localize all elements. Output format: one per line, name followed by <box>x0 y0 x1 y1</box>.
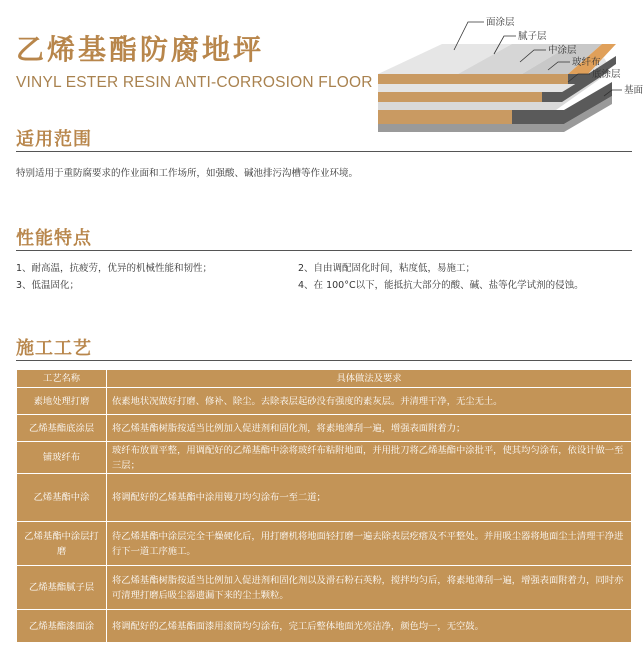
section-divider <box>16 250 632 251</box>
table-row <box>17 522 632 566</box>
page-title: 乙烯基酯防腐地坪 <box>16 33 265 66</box>
process-name: 乙烯基酯中涂 <box>17 474 107 522</box>
table-row <box>17 388 632 415</box>
layer-label-midcoat: 中涂层 <box>548 45 577 56</box>
floor-layers-diagram <box>372 14 644 134</box>
layer-label-substrate: 基面 <box>624 85 644 96</box>
table-row <box>17 415 632 442</box>
process-name: 乙烯基酯底涂层 <box>17 415 107 442</box>
table-row <box>17 610 632 643</box>
feature-item: 3、低温固化； <box>16 280 80 291</box>
process-name: 乙烯基酯漆面涂 <box>17 610 107 643</box>
layer-tan-1 <box>378 110 512 124</box>
feature-item: 2、自由调配固化时间，粘度低，易施工； <box>298 263 476 274</box>
table-row <box>17 442 632 474</box>
feature-item: 4、在 100°C以下，能抵抗大部分的酸、碱、盐等化学试剂的侵蚀。 <box>298 280 584 291</box>
layer-label-primer: 底涂层 <box>592 69 621 80</box>
process-name: 素地处理打磨 <box>17 388 107 415</box>
layer-label-fiberglass: 玻纤布 <box>572 57 601 68</box>
feature-item: 1、耐高温，抗疲劳，优异的机械性能和韧性； <box>16 263 213 274</box>
process-desc: 待乙烯基酯中涂层完全干燥硬化后，用打磨机将地面轻打磨一遍去除表层疙瘩及不平整处。并用吸尘器将地面尘土清理干净进行下一道工序施工。 <box>107 522 632 566</box>
section-divider <box>16 360 632 361</box>
process-desc: 依素地状况做好打磨、修补、除尘。去除表层起砂没有强度的素灰层。并清理干净，无尘无土。 <box>107 388 632 415</box>
table-header-row <box>17 370 632 388</box>
process-desc: 将乙烯基酯树脂按适当比例加入促进剂和固化剂以及滑石粉石英粉，搅拌均匀后，将素地薄刮一遍，增强表面附着力，同时亦可清理打磨后吸尘器遗漏下来的尘土颗粒。 <box>107 566 632 610</box>
section-title-features: 性能特点 <box>16 228 92 249</box>
layer-tan-3 <box>378 74 568 84</box>
section-title-application: 适用范围 <box>16 129 92 150</box>
process-table <box>16 369 632 643</box>
process-desc: 将调配好的乙烯基酯面漆用滚筒均匀涂布，完工后整体地面光亮洁净，颜色均一，无空鼓。 <box>107 610 632 643</box>
column-header-desc: 具体做法及要求 <box>107 370 632 388</box>
process-desc: 将乙烯基酯树脂按适当比例加入促进剂和固化剂，将素地薄刮一遍，增强表面附着力； <box>107 415 632 442</box>
page-subtitle-en: VINYL ESTER RESIN ANTI-CORROSION FLOOR <box>16 74 373 91</box>
table-row <box>17 566 632 610</box>
layer-label-topcoat: 面涂层 <box>486 17 515 28</box>
application-text: 特别适用于重防腐要求的作业面和工作场所，如强酸、碱池排污沟槽等作业环境。 <box>16 168 359 179</box>
section-divider <box>16 151 632 152</box>
process-name: 铺玻纤布 <box>17 442 107 474</box>
layer-tan-2 <box>378 92 542 102</box>
column-header-name: 工艺名称 <box>17 370 107 388</box>
process-desc: 玻纤布放置平整，用调配好的乙烯基酯中涂将玻纤布粘附地面，并用批刀将乙烯基酯中涂批平，使其均匀涂布，依设计做一至三层； <box>107 442 632 474</box>
process-name: 乙烯基酯腻子层 <box>17 566 107 610</box>
section-title-process: 施工工艺 <box>16 338 92 359</box>
layer-label-putty: 腻子层 <box>518 31 547 42</box>
process-name: 乙烯基酯中涂层打磨 <box>17 522 107 566</box>
table-row <box>17 474 632 522</box>
process-desc: 将调配好的乙烯基酯中涂用镘刀均匀涂布一至二道； <box>107 474 632 522</box>
